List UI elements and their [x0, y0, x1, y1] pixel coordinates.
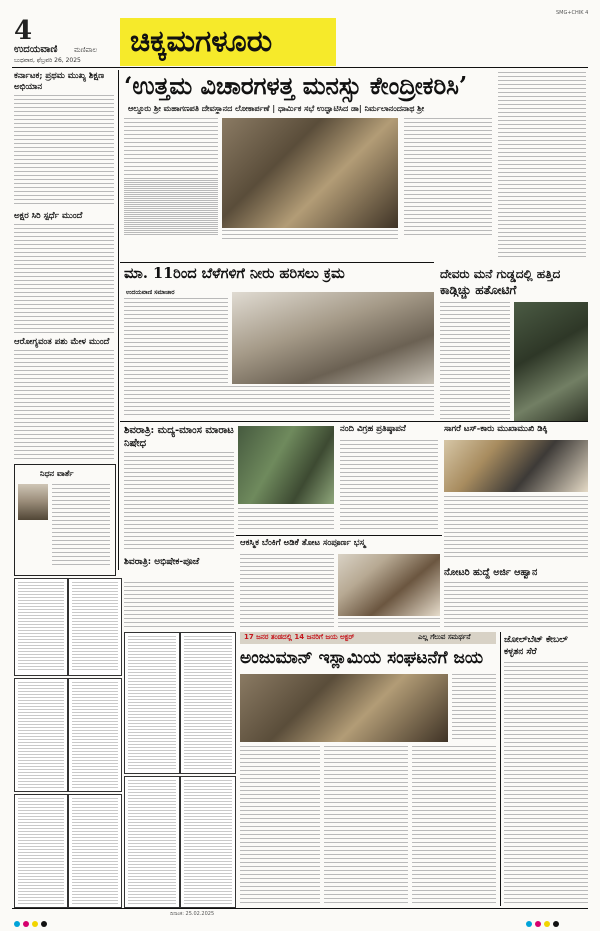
water-body [124, 298, 228, 384]
mid-rule-2 [236, 535, 442, 536]
registration-marks-right [526, 912, 562, 931]
temple-forest-headline: ದೇವರು ಮನೆ ಗುಡ್ಡದಲ್ಲಿ ಹತ್ತಿದ ಕಾಡ್ಗಿಚ್ಚು ಹತೋಟಿಗೆ [440, 267, 561, 297]
registration-cyan-icon [14, 921, 20, 927]
election-banner-right: ಎಲ್ಲ ಗೆಲುವ ಸಮರ್ಥನೆ [418, 633, 471, 641]
obituary-photo [18, 484, 48, 520]
shivaratri-pooja-body [124, 582, 234, 628]
shivaratri-headline: ಶಿವರಾತ್ರಿ: ಮದ್ಯ-ಮಾಂಸ ಮಾರಾಟ ನಿಷೇಧ [124, 425, 234, 449]
nandi-photo [238, 426, 334, 504]
election-headline: ಅಂಜುಮಾನ್ ಇಸ್ಲಾಮಿಯ ಸಂಘಟನೆಗೆ ಜಯ [240, 648, 484, 668]
registration-black-icon [41, 921, 47, 927]
classified-ad-7 [124, 632, 180, 774]
shivaratri-body [124, 452, 234, 552]
masthead-rule [12, 67, 588, 68]
mid-rule-1 [120, 421, 588, 422]
right-box-title: ಜೋಲ್‌ಬೆಟ್ ಕೇಬಲ್ ಕಳ್ಳತನ ಸೆರೆ [504, 635, 568, 657]
registration-magenta-icon [535, 921, 541, 927]
registration-yellow-icon [32, 921, 38, 927]
paper-suffix: ಮಣಿಪಾಲ [74, 46, 98, 54]
election-body-3 [412, 746, 496, 906]
classified-ad-5 [14, 794, 68, 908]
nandi-body [340, 440, 438, 532]
obituary-title: ನಿಧನ ವಾರ್ತೆ [40, 468, 74, 478]
lead-body-right2 [498, 72, 586, 260]
right-box-rule [500, 632, 501, 906]
water-photo [232, 292, 434, 384]
application-headline: ನೋಟರಿ ಹುದ್ದೆ ಅರ್ಜಿ ಆಹ್ವಾನ [444, 567, 538, 578]
lead-body-mid [124, 180, 218, 236]
car-crash-photo [444, 440, 588, 492]
edition-title: ಚಿಕ್ಕಮಗಳೂರು [130, 24, 273, 59]
water-body-lower [124, 386, 434, 418]
water-byline: ಉದಯವಾಣಿ ಸಮಾಚಾರ [126, 289, 175, 296]
election-side-text [452, 674, 496, 742]
lead-rule [120, 262, 434, 263]
footer-imprint: ದಿನಾಂಕ: 25.02.2025 [170, 911, 215, 917]
classified-ad-2 [68, 578, 122, 676]
left-column-rule [118, 70, 119, 570]
right-box-body [504, 662, 588, 906]
registration-cyan-icon [526, 921, 532, 927]
classified-ad-6 [68, 794, 122, 908]
shivaratri-pooja-headline: ಶಿವರಾತ್ರಿ: ಅಭಿಷೇಕ-ಪೂಜೆ [124, 557, 200, 567]
paper-name: ಉದಯವಾಣಿ [14, 44, 58, 55]
fire-body [240, 554, 334, 628]
left-story1-title: ಕರ್ನಾಟಕ; ಪ್ರಥಮ ಮುಖ್ಯ ಶಿಕ್ಷಣ ಅಭಿಯಾನ [14, 71, 105, 92]
lead-subhead: ಆಲ್ದೂರು ಶ್ರೀ ಮಹಾಗಣಪತಿ ದೇವಸ್ಥಾನದ ಲೋಕಾರ್ಪಣೆ | ಧಾರ್ಮಿಕ ಸಭೆ ಉದ್ಘಾಟಿಸಿದ ಡಾ| ನಿರ್ಮಲಾನಂದನಾಥ ಶ್ರೀ [128, 104, 425, 113]
lead-photo-caption [222, 230, 398, 240]
nandi-headline: ನಂದಿ ವಿಗ್ರಹ ಪ್ರತಿಷ್ಠಾಪನೆ [340, 424, 406, 434]
left-story2-body [14, 224, 114, 334]
footer-rule [12, 908, 588, 909]
fire-caption [338, 618, 440, 628]
lead-headline: ‘ಉತ್ತಮ ವಿಚಾರಗಳತ್ತ ಮನಸ್ಸು ಕೇಂದ್ರೀಕರಿಸಿ’ [124, 71, 468, 100]
registration-black-icon [553, 921, 559, 927]
temple-forest-body [440, 302, 510, 422]
classified-ad-1 [14, 578, 68, 676]
classified-ad-4 [68, 678, 122, 792]
obituary-body [52, 484, 110, 568]
classified-ad-3 [14, 678, 68, 792]
left-story3-title: ಆರೋಗ್ಯವಂತ ಪಶು ಮೇಳ ಮುಂದೆ [14, 337, 110, 347]
temple-forest-photo [514, 302, 588, 422]
corner-code: SMG+CHIK 4 [556, 10, 589, 16]
nandi-caption [238, 508, 334, 532]
registration-marks-left [14, 912, 50, 931]
car-crash-headline: ಸಾಗರೆ ಟಸ್-ಕಾರು ಮುಖಾಮುಖಿ ಡಿಕ್ಕಿ [444, 424, 548, 434]
fire-photo [338, 554, 440, 616]
car-crash-body [444, 496, 588, 560]
registration-yellow-icon [544, 921, 550, 927]
left-story2-title: ಅಕ್ಷರ ಸಿರಿ ಸ್ಪರ್ಧೆ ಮುಂದೆ [14, 211, 83, 221]
lead-body-right1 [404, 118, 492, 236]
registration-magenta-icon [23, 921, 29, 927]
election-body-1 [240, 746, 320, 906]
classified-ad-10 [180, 776, 236, 908]
lead-photo [222, 118, 398, 228]
election-photo [240, 674, 448, 742]
left-story1-body [14, 95, 114, 207]
fire-headline: ಆಕಸ್ಮಿಕ ಬೆಂಕಿಗೆ ಅಡಿಕೆ ತೋಟ ಸಂಪೂರ್ಣ ಭಸ್ಮ [240, 538, 366, 548]
left-story3-body [14, 350, 114, 460]
classified-ad-8 [180, 632, 236, 774]
classified-ad-9 [124, 776, 180, 908]
application-body [444, 582, 588, 628]
election-banner-text: 17 ಜನರ ತಂಡದಲ್ಲಿ 14 ಜನರಿಗೆ ಜಯ ಅಕ್ಟರ್ [244, 633, 355, 641]
page-number: 4 [14, 16, 33, 46]
election-body-2 [324, 746, 408, 906]
water-headline: ಮಾ. 11ರಿಂದ ಬೆಳೆಗಳಿಗೆ ನೀರು ಹರಿಸಲು ಕ್ರಮ [124, 265, 345, 282]
date-line: ಬುಧವಾರ, ಫೆಬ್ರವರಿ 26, 2025 [14, 57, 81, 64]
